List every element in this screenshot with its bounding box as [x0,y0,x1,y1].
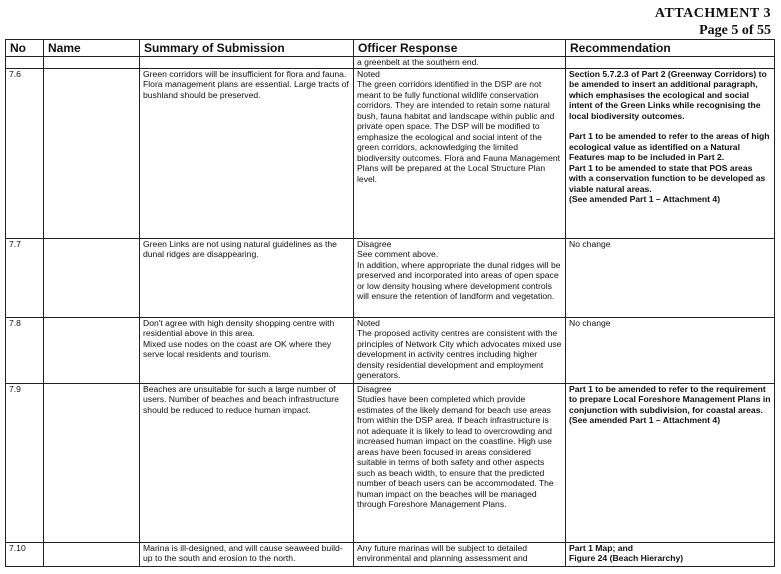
cell-name [44,542,140,566]
recommendation-reference: (See amended Part 1 – Attachment 4) [569,415,721,425]
page-header [655,5,771,39]
column-header-no: No [6,40,44,57]
cell-response [354,68,566,238]
cell-recommendation [566,57,775,69]
table-row [6,383,775,542]
cell-name [44,317,140,383]
recommendation-text: Figure 24 (Beach Hierarchy) [569,553,684,563]
cell-recommendation [566,68,775,238]
table-row [6,317,775,383]
column-header-summary: Summary of Submission [140,40,354,57]
cell-response [354,238,566,317]
recommendation-text: Part 1 to be amended to refer to the requirement to prepare Local Foreshore Management Plans in conjunction with subdivision, for coastal areas. [569,383,771,415]
cell-summary: Don't agree with high density shopping centre with residential above in this area. Mixed use nodes on the coast are OK where they serve local residents and tourism. [140,317,354,383]
response-status: Disagree [357,383,392,394]
response-text: The proposed activity centres are consistent with the principles of Network City which advocates mixed use development in activity centres including higher density residential development and employment generators. [357,328,562,380]
table-row [6,68,775,238]
response-text: Any future marinas will be subject to detailed environmental and planning assessment and [357,542,528,563]
response-status: Noted [357,317,380,328]
cell-summary: Green Links are not using natural guidelines as the dunal ridges are disappearing. [140,238,354,317]
response-text: a greenbelt at the southern end. [357,57,479,67]
column-header-name: Name [44,40,140,57]
cell-no: 7.10 [6,542,44,566]
cell-recommendation: No change [566,317,775,383]
cell-response [354,57,566,69]
cell-no: 7.8 [6,317,44,383]
cell-recommendation [566,383,775,542]
recommendation-text: Part 1 Map; and [569,542,633,553]
cell-no: 7.9 [6,383,44,542]
recommendation-reference: (See amended Part 1 – Attachment 4) [569,194,721,204]
response-status: Noted [357,68,380,79]
response-text: Studies have been completed which provide estimates of the likely demand for beach use areas from within the DSP area. If beach infrastructure is not adequate it is likely to lead to overcrowding and increased human impact on the coastline. High use areas have been focused in areas considered suitable in terms of both safety and other aspects such as beach width, to ensure that the predicted number of beach users can be accommodated. The human impact on the beaches will be managed through Foreshore Management Plans. [357,394,554,509]
page-number: Page 5 of 55 [699,23,771,38]
cell-no: 7.6 [6,68,44,238]
table-row [6,238,775,317]
recommendation-text: Part 1 to be amended to refer to the areas of high ecological value as identified on a Natural Features map to be included in Part 2. [569,131,770,162]
response-status: Disagree [357,238,392,249]
recommendation-text: Part 1 to be amended to state that POS areas with a conservation function to be developed as viable natural areas. [569,162,766,194]
attachment-label: ATTACHMENT 3 [654,6,771,21]
column-header-recommendation: Recommendation [566,40,775,57]
cell-name [44,383,140,542]
response-text: The green corridors identified in the DSP are not meant to be fully functional wildlife conservation corridors. They are intended to retain some natural bush, fauna habitat and landscape within public and private open space. The DSP will be modified to emphasize the ecological and social intent of the green corridors, acknowledging the limited biodiversity outcomes. Flora and Fauna Management Plans will be prepared at the Local Structure Plan level. [357,79,561,184]
cell-name [44,68,140,238]
column-header-officer-response: Officer Response [354,40,566,57]
cell-no [6,57,44,69]
cell-recommendation [566,542,775,566]
recommendation-text: Section 5.7.2.3 of Part 2 (Greenway Corridors) to be amended to insert an additional paragraph, which emphasises the ecological and social intent of the Green Links while recognising the local biodiversity outcomes. [569,68,767,121]
response-text: See comment above. [357,249,439,259]
table-row [6,542,775,566]
cell-response [354,542,566,566]
cell-name [44,238,140,317]
cell-response [354,383,566,542]
response-text: In addition, where appropriate the dunal ridges will be preserved and incorporated into areas of open space or low density housing where development controls will ensure the retention of landform and vegetation. [357,259,561,301]
cell-summary: Beaches are unsuitable for such a large number of users. Number of beaches and beach infrastructure should be reduced to reduce human impact. [140,383,354,542]
submissions-table [5,39,775,567]
submissions-table-wrapper [5,39,774,567]
cell-no: 7.7 [6,238,44,317]
cell-response [354,317,566,383]
table-header-row [6,40,775,57]
cell-recommendation: No change [566,238,775,317]
table-row [6,57,775,69]
paragraph-gap [569,121,771,131]
cell-summary: Marina is ill-designed, and will cause seaweed build-up to the south and erosion to the north. [140,542,354,566]
cell-summary: Green corridors will be insufficient for flora and fauna. Flora management plans are essential. Large tracts of bushland should be preserved. [140,68,354,238]
cell-name [44,57,140,69]
cell-summary [140,57,354,69]
